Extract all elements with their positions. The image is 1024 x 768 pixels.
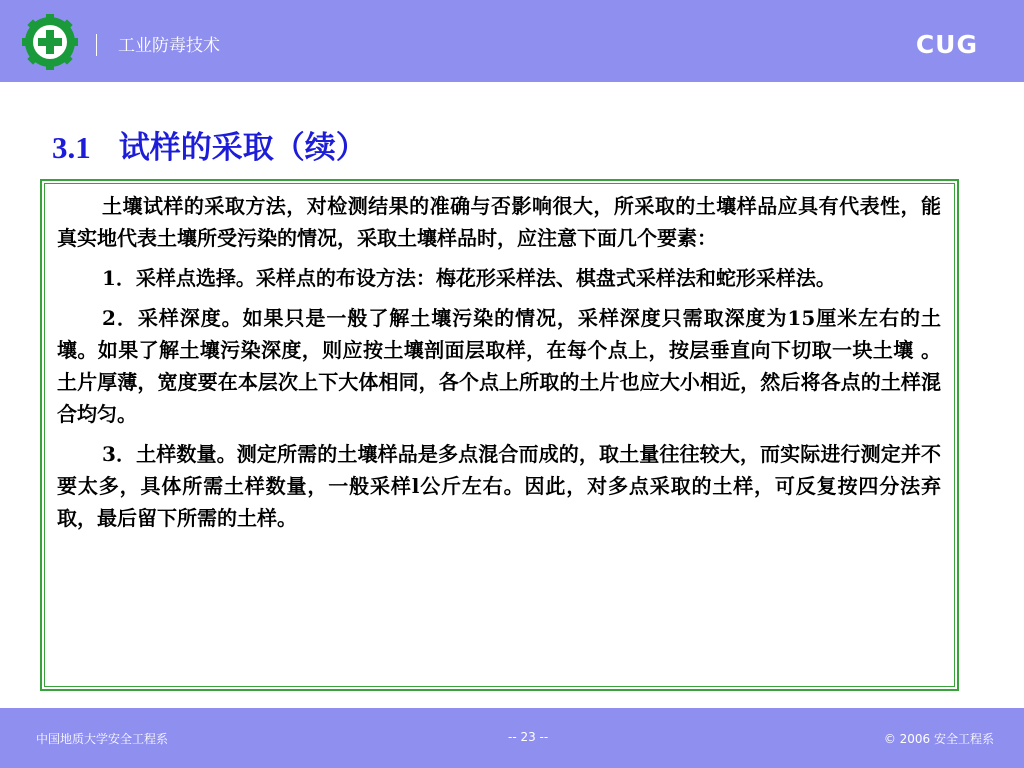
sample-quantity-paragraph: 3．土样数量。测定所需的土壤样品是多点混合而成的，取土量往往较大，而实际进行测定并不要太多，具体所需土样数量，一般采样l公斤左右。因此，对多点采取的土样，可反复按四分法弃取，最后留下所需的土样。 [57, 442, 941, 530]
course-name: 工业防毒技术 [118, 36, 220, 56]
header-divider [96, 34, 97, 56]
safety-cross-gear-logo-icon [22, 14, 78, 70]
sampling-point-paragraph: 1．采样点选择。采样点的布设方法：梅花形采样法、棋盘式采样法和蛇形采样法。 [102, 266, 836, 290]
intro-paragraph: 土壤试样的采取方法，对检测结果的准确与否影响很大，所采取的土壤样品应具有代表性，能真实地代表土壤所受污染的情况，采取土壤样品时，应注意下面几个要素： [57, 194, 941, 250]
footer-copyright: © 2006 安全工程系 [883, 732, 994, 746]
brand-logo-text: CUG [915, 30, 978, 59]
content-box-inner [44, 183, 955, 687]
sampling-depth-paragraph: 2．采样深度。如果只是一般了解土壤污染的情况，采样深度只需取深度为15厘米左右的土壤。如果了解土壤污染深度，则应按土壤剖面层取样，在每个点上，按层垂直向下切取一块土壤 。土片厚薄，宽度要在本层次上下大体相同，各个点上所取的土片也应大小相近，然后将各点的土样混合均匀。 [57, 306, 941, 426]
footer-institution: 中国地质大学安全工程系 [36, 732, 169, 746]
section-number: 3.1 [52, 130, 91, 165]
page-number: -- 23 -- [508, 730, 549, 744]
slide-footer [0, 708, 1024, 768]
slide-header [0, 0, 1024, 82]
slide-title [52, 122, 367, 167]
content-box [40, 179, 959, 691]
section-title: 试样的采取（续） [118, 130, 367, 166]
